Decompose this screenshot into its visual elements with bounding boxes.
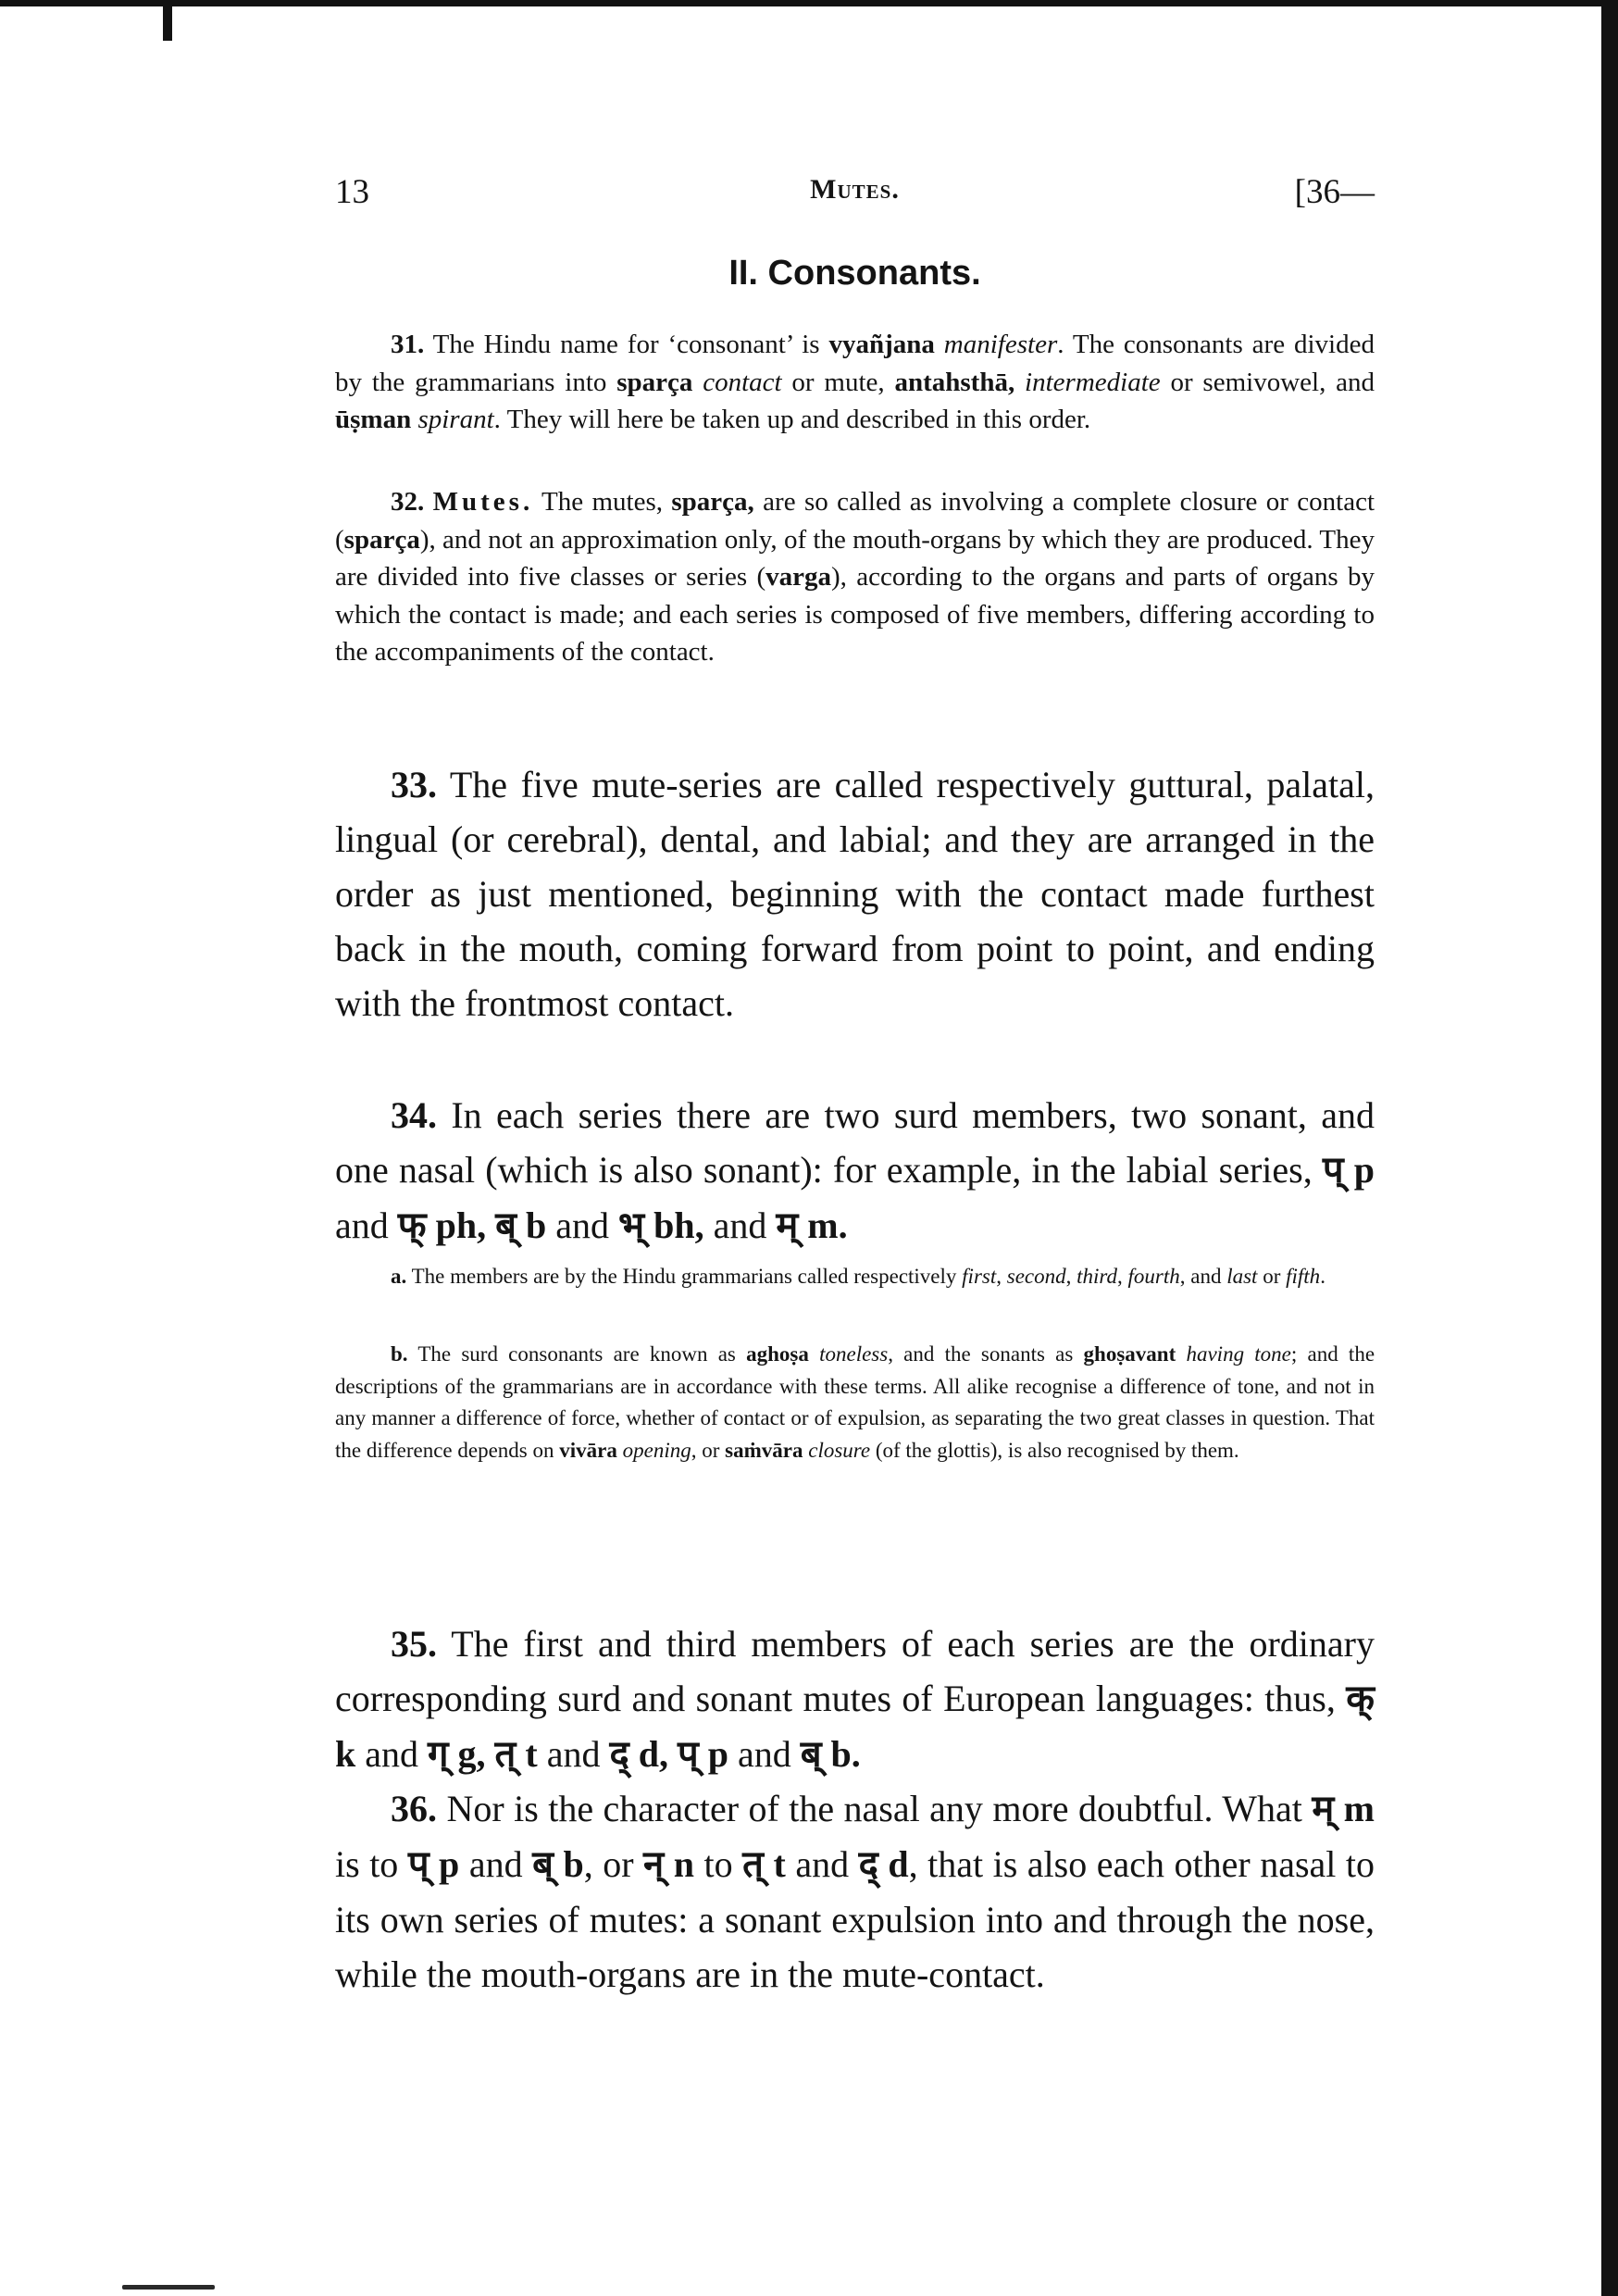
transliteration: p [1343,1149,1375,1191]
paragraph-number: 34. [391,1094,437,1136]
subsection-label: a. [391,1265,407,1288]
devanagari-letter: प् [677,1733,699,1776]
paragraph-number: 36. [391,1788,437,1829]
paragraph-31: 31. The Hindu name for ‘consonant’ is vyañjana manifester. The consonants are divided by the grammarians into sparça contact or mute, antahsthā, intermediate or semivowel, and ūṣman spirant. They will here be taken up and described in this order. [335,330,1375,434]
paragraph-33: 33. The five mute-series are called respectively guttural, palatal, lingual (or cerebral), dental, and labial; and they are arranged in the order as just mentioned, beginning with the contact made furthest back in the mouth, coming forward from point to point, and ending with the frontmost contact. [335,764,1375,1024]
devanagari-letter: ब् [532,1843,554,1886]
gloss: manifester [943,330,1058,359]
devanagari-letter: ब् [800,1733,822,1776]
sanskrit-term: sparça [616,367,693,397]
transliteration: p [429,1843,460,1885]
subsection-34a: a. The members are by the Hindu grammarians called respectively first, second, third, fourth, and last or fifth. [391,1265,1326,1288]
devanagari-letter: द् [858,1843,878,1886]
scan-border-right [1601,0,1618,2296]
devanagari-letter: म् [1312,1788,1335,1830]
paragraph-36: 36. Nor is the character of the nasal any more doubtful. What म् m is to प् p and ब् b, or न् n to त् t and द् d, that is also each other nasal to its own series of mutes: a sonant expulsion into and through the nose, while the mouth-organs are in the mute-contact. [335,1788,1375,1995]
devanagari-letter: भ् [617,1204,645,1247]
section-reference: [36— [1294,173,1375,211]
scan-smudge [122,2285,215,2290]
sanskrit-term: saṁvāra [725,1438,803,1462]
subsection-label: b. [391,1342,408,1366]
paragraph-32: 32. Mutes. The mutes, sparça, are so called as involving a complete closure or contact (sparça), and not an approximation only, of the mouth-organs by which they are produced. They are divided into five classes or series (varga), according to the organs and parts of organs by which the contact is made; and each series is composed of five members, differing according to the accompaniments of the contact. [335,487,1375,667]
devanagari-letter: द् [609,1733,629,1776]
transliteration: b. [821,1733,861,1775]
paragraph-label: Mutes. [432,487,534,517]
devanagari-letter: फ् [397,1204,427,1247]
scan-edge-mark [163,0,172,41]
sanskrit-term: vyañjana [828,330,935,359]
sanskrit-term: aghoṣa [746,1342,809,1366]
sanskrit-term: ūṣman [335,405,412,434]
transliteration: d, [629,1733,668,1775]
devanagari-letter: ग् [428,1733,449,1776]
sanskrit-term: antahsthā, [894,367,1015,397]
running-title: Mutes. [810,174,900,205]
sanskrit-term: varga [765,562,831,592]
gloss: third [1077,1265,1118,1288]
sanskrit-term: sparça, [671,487,754,517]
paragraph-35: 35. The first and third members of each series are the ordinary corresponding surd and sonant mutes of European languages: thus, क् k and ग् g, त् t and द् d, प् p and ब् b. [335,1623,1375,1776]
devanagari-letter: ब् [495,1204,517,1247]
sanskrit-term: ghoṣavant [1083,1342,1176,1366]
paragraph-number: 35. [391,1623,437,1665]
running-head [335,172,1375,217]
transliteration: d [877,1843,909,1885]
scan-border-top [0,0,1618,6]
transliteration: p [698,1733,728,1775]
gloss: spirant [417,405,494,434]
gloss: closure [808,1438,871,1462]
gloss: second [1006,1265,1066,1288]
devanagari-letter: त् [742,1843,764,1886]
gloss: first [962,1265,997,1288]
transliteration: b [553,1843,584,1885]
transliteration: t [763,1843,786,1885]
devanagari-letter: क् [1346,1678,1375,1720]
transliteration: m [1334,1788,1375,1829]
sanskrit-term: vivāra [559,1438,617,1462]
transliteration: b [516,1204,547,1246]
transliteration: bh, [644,1204,704,1246]
section-title: II. Consonants. [728,254,981,293]
gloss: contact [703,367,782,397]
devanagari-letter: प् [407,1843,429,1886]
gloss: fifth [1286,1265,1321,1288]
devanagari-letter: प् [1322,1149,1344,1192]
page-number: 13 [335,173,369,211]
devanagari-letter: त् [494,1733,517,1776]
transliteration: n [664,1843,695,1885]
gloss: fourth [1127,1265,1180,1288]
transliteration: g, [448,1733,486,1775]
gloss: intermediate [1025,367,1161,397]
sanskrit-term: sparça [343,524,420,555]
paragraph-number: 32. [391,487,425,517]
gloss: having tone [1186,1342,1291,1366]
transliteration: t [516,1733,538,1775]
gloss: last [1226,1265,1258,1288]
gloss: opening [622,1438,691,1462]
devanagari-letter: न् [643,1843,665,1886]
transliteration: m. [798,1204,848,1246]
paragraph-number: 33. [391,764,437,805]
paragraph-number: 31. [391,330,425,359]
transliteration: k [335,1733,356,1775]
transliteration: ph, [426,1204,487,1246]
paragraph-34: 34. In each series there are two surd members, two sonant, and one nasal (which is also sonant): for example, in the labial series, प् p and फ् ph, ब् b and भ् bh, and म् m. [335,1094,1375,1247]
gloss: toneless [819,1342,889,1366]
devanagari-letter: म् [776,1204,799,1247]
subsection-34b: b. The surd consonants are known as aghoṣa toneless, and the sonants as ghoṣavant having tone; and the descriptions of the grammarians are in accordance with these terms. All alike recognise a difference of tone, and not in any manner a difference of force, whether of contact or of expulsion, as separating the two great classes in question. That the difference depends on vivāra opening, or saṁvāra closure (of the glottis), is also recognised by them. [335,1342,1375,1462]
